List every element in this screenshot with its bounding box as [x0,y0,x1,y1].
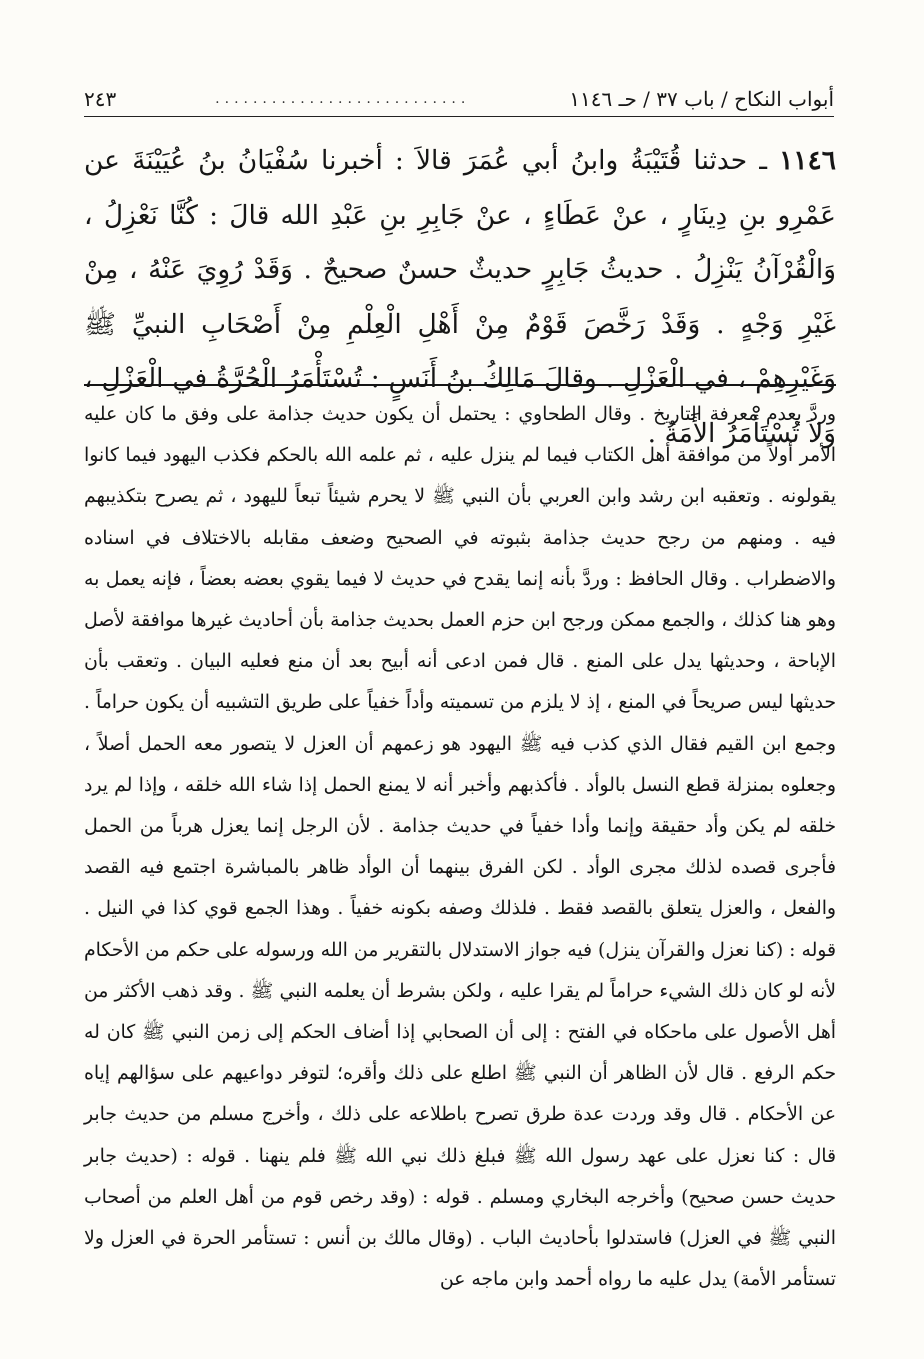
chapter-title: أبواب النكاح / باب ٣٧ / حـ ١١٤٦ [569,87,834,111]
leader-dots: ........................... [215,91,471,107]
footnote-separator [84,384,836,386]
page-number: ٢٤٣ [84,87,117,111]
hadith-number: ١١٤٦ [779,145,836,176]
commentary-paragraph: وردَّ بعدم معرفة التاريخ . وقال الطحاوي : يحتمل أن يكون حديث جذامة على وفق ما كان عليه الأمر أولاً من موافقة أهل الكتاب فيما لم ينزل عليه ، ثم علمه الله بالحكم فكذب اليهود فيما كانوا يقولونه . وتعقبه ابن رشد وابن العربي بأن النبي ﷺ لا يحرم شيئاً تبعاً لليهود ، ثم يصرح بتكذيبهم فيه . ومنهم من رجح حديث جذامة بثبوته في الصحيح وضعف مقابله بالاختلاف في اسناده والاضطراب . وقال الحافظ : وردَّ بأنه إنما يقدح في حديث لا فيما يقوي بعضه بعضاً ، فإنه يعمل به وهو هنا كذلك ، والجمع ممكن ورجح ابن حزم العمل بحديث جذامة بأن أحاديث غيرها موافقة لأصل الإباحة ، وحديثها يدل على المنع . قال فمن ادعى أنه أبيح بعد أن منع فعليه البيان . وتعقب بأن حديثها ليس صريحاً في المنع ، إذ لا يلزم من تسميته وأداً خفياً على طريق التشبيه أن يكون حراماً . وجمع ابن القيم فقال الذي كذب فيه ﷺ اليهود هو زعمهم أن العزل لا يتصور معه الحمل أصلاً ، وجعلوه بمنزلة قطع النسل بالوأد . فأكذبهم وأخبر أنه لا يمنع الحمل إذا شاء الله خلقه ، وإذا لم يرد خلقه لم يكن وأد حقيقة وإنما وأدا خفياً في حديث جذامة . لأن الرجل إنما يعزل هرباً من الحمل فأجرى قصده لذلك مجرى الوأد . لكن الفرق بينهما أن الوأد ظاهر بالمباشرة اجتمع فيه القصد والفعل ، والعزل يتعلق بالقصد فقط . فلذلك وصفه بكونه خفياً . وهذا الجمع قوي كذا في النيل . قوله : (كنا نعزل والقرآن ينزل) فيه جواز الاستدلال بالتقرير من الله ورسوله على حكم من الأحكام لأنه لو كان ذلك الشيء حراماً لم يقرا عليه ، ولكن بشرط أن يعلمه النبي ﷺ . وقد ذهب الأكثر من أهل الأصول على ماحكاه في الفتح : إلى أن الصحابي إذا أضاف الحكم إلى زمن النبي ﷺ كان له حكم الرفع . قال لأن الظاهر أن النبي ﷺ اطلع على ذلك وأقره؛ لتوفر دواعيهم على سؤالهم إياه عن الأحكام . قال وقد وردت عدة طرق تصرح باطلاعه على ذلك ، وأخرج مسلم من حديث جابر قال : كنا نعزل على عهد رسول الله ﷺ فبلغ ذلك نبي الله ﷺ فلم ينهنا . قوله : (حديث جابر حديث حسن صحيح) وأخرجه البخاري ومسلم . قوله : (وقد رخص قوم من أهل العلم من أصحاب النبي ﷺ في العزل) فاستدلوا بأحاديث الباب . (وقال مالك بن أنس : تستأمر الحرة في العزل ولا تستأمر الأمة) يدل عليه ما رواه أحمد وابن ماجه عن [84,404,836,1291]
commentary-block [84,394,836,1300]
hadith-body: ـ حدثنا قُتَيْبَةُ وابنُ أبي عُمَرَ قالاَ : أخبرنا سُفْيَانُ بنُ عُيَيْنَةَ عن عَمْرِو بنِ دِينَارٍ ، عنْ عَطَاءٍ ، عنْ جَابِرِ بنِ عَبْدِ الله قالَ : كُنَّا نَعْزِلُ ، وَالْقُرْآنُ يَنْزِلُ . حديثُ جَابِرٍ حديثٌ حسنٌ صحيحٌ . وَقَدْ رُوِيَ عَنْهُ ، مِنْ غَيْرِ وَجْهٍ . وَقَدْ رَخَّصَ قَوْمٌ مِنْ أَهْلِ الْعِلْمِ مِنْ أَصْحَابِ النبيِّ ﷺ وَغَيْرِهِمْ ، في الْعَزْلِ . وقالَ مَالِكُ بنُ أَنَسٍ : تُسْتَأْمَرُ الْحُرَّةُ في الْعَزْلِ ، وَلاَ تُسْتَأْمَرُ الأَمَةُ . [84,145,836,449]
running-header [84,82,834,117]
